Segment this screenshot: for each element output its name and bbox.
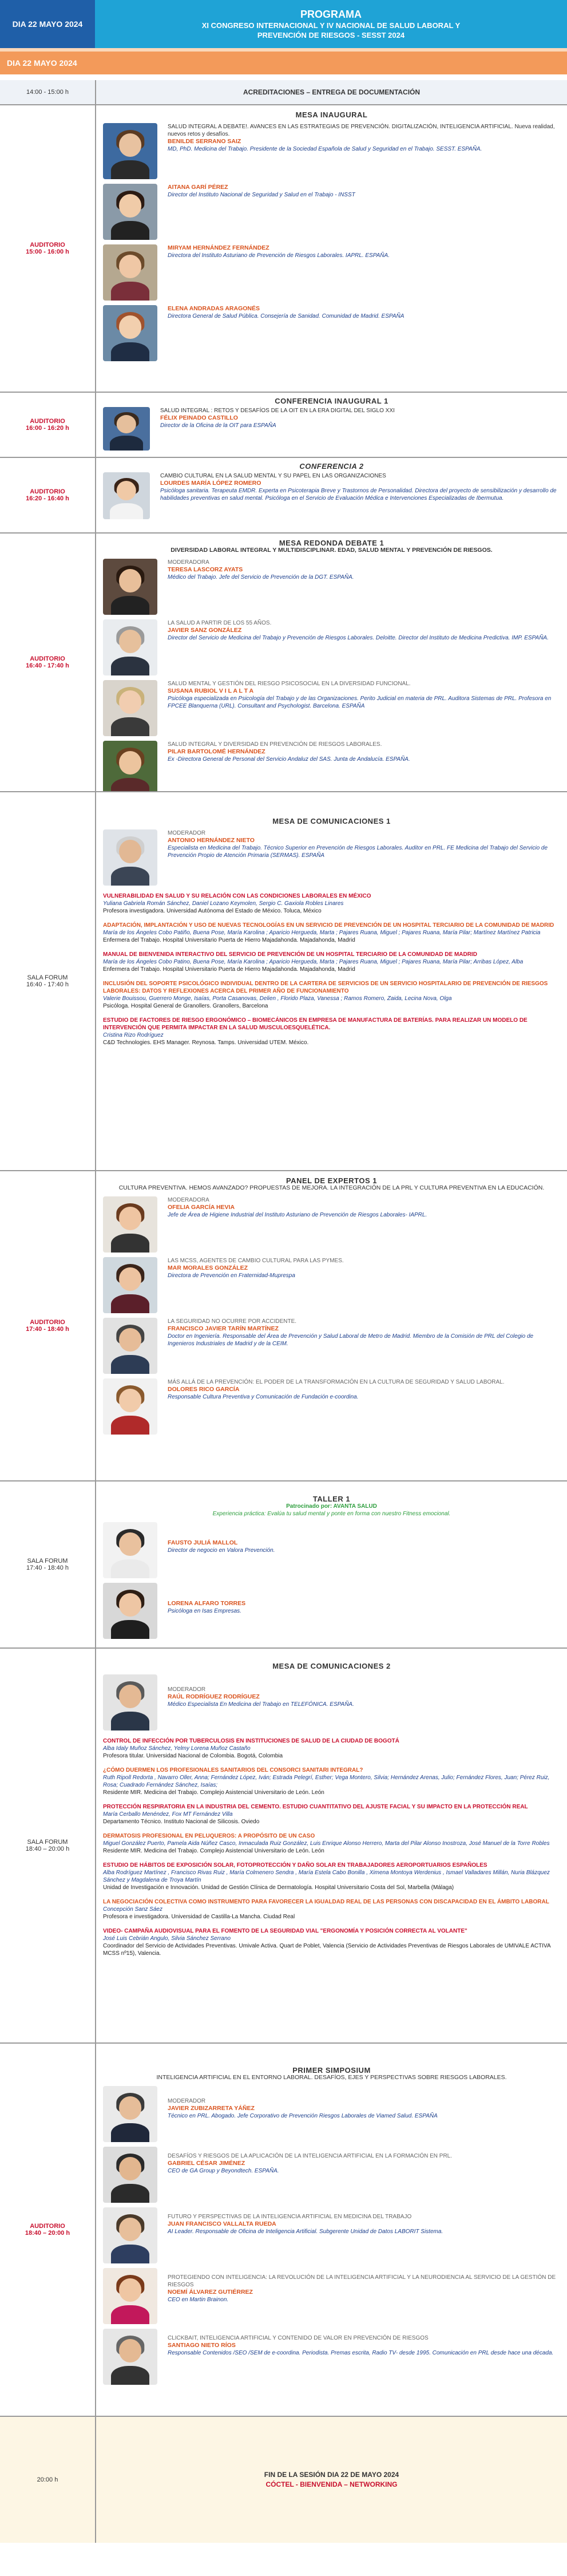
speaker-photo	[103, 1196, 157, 1253]
communication-title: INCLUSIÓN DEL SOPORTE PSICOLÓGICO INDIVIDUAL DENTRO DE LA CARTERA DE SERVICIOS DE UN SERVICIO HOSPITALARIO DE PREVENCIÓN DE RIESGOS LABORALES: DATOS Y REFLEXIONES ACERCA DEL PRIMER AÑO DE FUNCIONAMIENTO	[103, 981, 548, 994]
speaker-name: LORENA ALFARO TORRES	[168, 1600, 246, 1607]
session-title: PANEL DE EXPERTOS 1	[286, 1176, 378, 1185]
speaker-name: JAVIER SANZ GONZÁLEZ	[168, 627, 242, 634]
speaker-desc: Director de la Oficina de la OIT para ESPAÑA	[160, 422, 276, 429]
room-name: AUDITORIO	[30, 242, 65, 248]
header-subtitle-1: XI CONGRESO INTERNACIONAL Y IV NACIONAL DE SALUD LABORAL Y	[201, 21, 461, 30]
session-title: PRIMER SIMPOSIUM	[292, 2066, 371, 2075]
speaker-desc: Responsable Contenidos /SEO /SEM de e-coordina. Periodista. Premas escrita, Radio TV- desde 1995. Comunicación en PRL desde hace una década.	[168, 2350, 554, 2356]
communication-title: VIDEO- CAMPAÑA AUDIOVISUAL PARA EL FOMENTO DE LA SEGURIDAD VIAL "ERGONOMÍA Y POSICIÓN CORRECTA AL VOLANTE"	[103, 1928, 467, 1934]
speaker-topic: MODERADOR	[168, 2098, 206, 2104]
speaker-photo	[103, 2147, 157, 2203]
speaker-photo	[103, 1522, 157, 1578]
communication-title: ADAPTACIÓN, IMPLANTACIÓN Y USO DE NUEVAS TECNOLOGÍAS EN UN SERVICIO DE PREVENCIÓN DE UN HOSPITAL TERCIARIO DE LA COMUNIDAD DE MADRID	[103, 922, 554, 929]
communication-item	[103, 1832, 560, 1855]
speaker-topic: CAMBIO CULTURAL EN LA SALUD MENTAL Y SU PAPEL EN LAS ORGANIZACIONES	[160, 473, 386, 479]
speaker-topic: LA SEGURIDAD NO OCURRE POR ACCIDENTE.	[168, 1318, 297, 1325]
communication-title: LA NEGOCIACIÓN COLECTIVA COMO INSTRUMENTO PARA FAVORECER LA IGUALDAD REAL DE LAS PERSONAS CON DISCAPACIDAD EN EL ÁMBITO LABORAL	[103, 1899, 549, 1905]
communication-institution: Profesora investigadora. Universidad Autónoma del Estado de México. Toluca, México	[103, 908, 322, 914]
speaker-name: SUSANA RUBIOL V I L A L T A	[168, 688, 254, 694]
communication-authors: Alba Rodríguez Martínez , Francisco Rivas Ruiz , María Colmenero Sendra , María Estela Cabo Bonilla , Ximena Montoya Werdenius , Ismael Valladares Millán, Nuria Blázquez Sánchez y Magdalena de Troya Martín	[103, 1870, 550, 1883]
communication-item	[103, 1017, 560, 1046]
speaker-name: FÉLIX PEINADO CASTILLO	[160, 414, 238, 421]
session-time: 18:40 – 20:00 h	[25, 2230, 70, 2237]
speaker-photo	[103, 407, 150, 451]
communication-item	[103, 1927, 560, 1957]
acred-label: ACREDITACIONES – ENTREGA DE DOCUMENTACIÓN	[95, 80, 567, 104]
session-time: 16:20 - 16:40 h	[26, 495, 69, 502]
speaker-photo	[103, 184, 157, 240]
row-acreditaciones	[0, 80, 567, 105]
speaker-name: ANTONIO HERNÁNDEZ NIETO	[168, 837, 255, 844]
speaker-name: BENILDE SERRANO SAIZ	[168, 138, 241, 145]
speaker-name: FRANCISCO JAVIER TARÍN MARTÍNEZ	[168, 1325, 279, 1332]
speaker-name: ELENA ANDRADAS ARAGONÉS	[168, 305, 260, 312]
communication-authors: Cristina Rizo Rodríguez	[103, 1032, 164, 1038]
speaker	[103, 2147, 560, 2203]
speaker-photo	[103, 1318, 157, 1374]
speaker-photo	[103, 680, 157, 736]
communication-title: MANUAL DE BIENVENIDA INTERACTIVO DEL SERVICIO DE PREVENCIÓN DE UN HOSPITAL TERCIARIO DE LA COMUNIDAD DE MADRID	[103, 951, 477, 958]
speaker	[103, 619, 560, 675]
session-content	[95, 105, 567, 392]
communication-authors: Ruth Ripoll Redorta , Navarro Oller, Anna; Fernández López, Iván; Estrada Pelegrí, Esther; Vega Montero, Silvia; Hernández Arenas, Julio; Fernández Flores, Juan; Pérez Ruiz, Rosa; Cuadrado Fernández Sánchez, Isaías;	[103, 1775, 550, 1788]
communication-institution: Residente MIR. Medicina del Trabajo. Complejo Asistencial Universitario de León. León	[103, 1848, 324, 1854]
speaker-desc: Directora General de Salud Pública. Consejería de Sanidad. Comunidad de Madrid. ESPAÑA	[168, 313, 405, 319]
communication-title: CONTROL DE INFECCIÓN POR TUBERCULOSIS EN INSTITUCIONES DE SALUD DE LA CIUDAD DE BOGOTÁ	[103, 1738, 399, 1744]
communication-title: ESTUDIO DE FACTORES DE RIESGO ERGONÓMICO – BIOMECÁNICOS EN EMPRESA DE MANUFACTURA DE BATERÍAS. PARA REALIZAR UN MODELO DE INTERVENCIÓN QUE PERMITA IMPACTAR EN LA SALUD MUSCULOESQUELÉTICA.	[103, 1017, 528, 1031]
session-content	[95, 792, 567, 1170]
communication-authors: Alba Idaly Muñoz Sánchez, Yelmy Lorena Muñoz Castaño	[103, 1745, 251, 1752]
speaker-photo	[103, 244, 157, 301]
speaker-desc: Directora del Instituto Asturiano de Prevención de Riesgos Laborales. IAPRL. ESPAÑA.	[168, 252, 390, 259]
communication-authors: Valerie Bouissou, Guerrero Monge, Isaías, Porta Casanovas, Delien , Florido Plaza, Vanessa ; Ramos Romero, Zaida, Lecina Nova, Olga	[103, 995, 452, 1002]
session-time: 16:40 - 17:40 h	[26, 662, 69, 669]
communication-institution: Psicóloga. Hospital General de Granollers. Granollers, Barcelona	[103, 1003, 268, 1009]
speaker-desc: CEO de GA Group y Beyondtech. ESPAÑA.	[168, 2168, 279, 2174]
speaker	[103, 244, 560, 301]
speaker-name: FAUSTO JULIÁ MALLOL	[168, 1539, 238, 1546]
speaker-desc: MD, PhD. Medicina del Trabajo. Presidente de la Sociedad Española de Salud y Seguridad en el Trabajo. SESST. ESPAÑA.	[168, 146, 482, 152]
speaker-desc: Psicóloga especializada en Psicología del Trabajo y de las Organizaciones. Perito Judicial en materia de PRL. Auditora Sistemas de PRL. Profesora en FPCEE Blanquerna (URL). Consultant and Psychologist. Barcelona. ESPAÑA	[168, 696, 552, 709]
speaker-topic: DESAFÍOS Y RIESGOS DE LA APLICACIÓN DE LA INTELIGENCIA ARTIFICIAL EN LA FORMACIÓN EN PRL.	[168, 2153, 453, 2159]
sponsor-subtitle: Experiencia práctica: Evalúa tu salud mental y ponte en forma con nuestro Fitness emocional.	[212, 1511, 451, 1517]
communication-authors: Yuliana Gabriela Román Sánchez, Daniel Lozano Keymolen, Sergio C. Gaxiola Robles Linares	[103, 900, 344, 907]
speaker-name: JUAN FRANCISCO VALLALTA RUEDA	[168, 2221, 276, 2227]
communication-title: ¿CÓMO DUERMEN LOS PROFESIONALES SANITARIOS DEL CONSORCI SANITARI INTEGRAL?	[103, 1767, 363, 1773]
row-mesa-inaugural	[0, 105, 567, 393]
speaker-name: LOURDES MARÍA LÓPEZ ROMERO	[160, 480, 261, 487]
session-label	[0, 2044, 95, 2416]
speaker-desc: Director del Instituto Nacional de Seguridad y Salud en el Trabajo - INSST	[168, 192, 355, 198]
header-date: DIA 22 MAYO 2024	[0, 0, 95, 48]
speaker-desc: Ex -Directora General de Personal del Servicio Andaluz del SAS. Junta de Andalucía. ESPAÑA.	[168, 756, 410, 762]
communication-item	[103, 1862, 560, 1891]
speaker	[103, 1378, 560, 1435]
speaker	[103, 1318, 560, 1374]
speaker-desc: Especialista en Medicina del Trabajo. Técnico Superior en Prevención de Riesgos Laborales. Auditor en PRL. FE Medicina del Trabajo del Servicio de Prevención Propio de Atención Primaria (SERMAS). ESPAÑA	[168, 845, 548, 859]
moderator-label: MODERADOR	[168, 1686, 206, 1693]
communication-item	[103, 1898, 560, 1921]
communication-institution: Profesora e investigadora. Universidad de Castilla-La Mancha. Ciudad Real	[103, 1914, 295, 1920]
room-name: AUDITORIO	[30, 418, 65, 425]
speaker-topic: SALUD MENTAL Y GESTIÓN DEL RIESGO PSICOSOCIAL EN LA DIVERSIDAD FUNCIONAL.	[168, 681, 411, 687]
speaker-photo	[103, 123, 157, 179]
communication-item	[103, 892, 560, 915]
session-title: MESA DE COMUNICACIONES 2	[272, 1662, 391, 1670]
room-name: AUDITORIO	[30, 2223, 65, 2230]
communication-item	[103, 1767, 560, 1796]
session-label	[0, 458, 95, 532]
header-subtitle-2: PREVENCIÓN DE RIESGOS - SESST 2024	[257, 30, 405, 39]
speaker-photo	[103, 619, 157, 675]
speaker-name: NOEMÍ ÁLVAREZ GUTIÉRREZ	[168, 2289, 253, 2296]
communication-authors: Miguel González Puerto, Pamela Aida Núñez Casco, Inmaculada Ruiz González, Luis Enrique Alonso Herrero, Marta del Pilar Alonso Inostroza, José Manuel de la Torre Robles	[103, 1840, 550, 1847]
speaker-name: PILAR BARTOLOMÉ HERNÁNDEZ	[168, 748, 265, 755]
room-name: SALA FORUM	[27, 1839, 68, 1846]
session-content	[95, 534, 567, 791]
communication-institution: Departamento Técnico. Instituto Nacional de Silicosis. Oviedo	[103, 1819, 260, 1825]
speaker	[103, 741, 560, 791]
speaker-name: OFELIA GARCÍA HEVIA	[168, 1204, 235, 1211]
room-name: AUDITORIO	[30, 1319, 65, 1326]
speaker-topic: LAS MCSS, AGENTES DE CAMBIO CULTURAL PARA LAS PYMES.	[168, 1258, 344, 1264]
speaker-topic: CLICKBAIT, INTELIGENCIA ARTIFICIAL Y CONTENIDO DE VALOR EN PREVENCIÓN DE RIESGOS	[168, 2335, 429, 2341]
speaker-name: TERESA LASCORZ AYATS	[168, 566, 243, 573]
speaker-name: RAÚL RODRÍGUEZ RODRÍGUEZ	[168, 1693, 260, 1700]
session-title: MESA DE COMUNICACIONES 1	[272, 817, 391, 825]
communication-institution: Enfermera del Trabajo. Hospital Universitario Puerta de Hierro Majadahonda. Majadahonda, Madrid	[103, 966, 355, 973]
header-title-block	[95, 0, 567, 48]
speaker-topic: LA SALUD A PARTIR DE LOS 55 AÑOS.	[168, 620, 272, 626]
communication-institution: Enfermera del Trabajo. Hospital Universitario Puerta de Hierro Majadahonda. Majadahonda, Madrid	[103, 937, 355, 943]
speaker-photo	[103, 559, 157, 615]
session-label	[0, 105, 95, 392]
communication-item	[103, 980, 560, 1010]
speaker-desc: Director del Servicio de Medicina del Trabajo y Prevención de Riesgos Laborales. Deloitte. Director del Instituto de Medicina Predictiva. IMP. ESPAÑA.	[168, 635, 549, 641]
session-time: 15:00 - 16:00 h	[26, 248, 69, 255]
communication-authors: Concepción Sanz Sáez	[103, 1906, 162, 1913]
acred-time: 14:00 - 15:00 h	[26, 89, 69, 96]
program-header	[0, 0, 567, 48]
speaker-photo	[103, 2207, 157, 2263]
communication-institution: C&D Technologies. EHS Manager. Reynosa. Tamps. Universidad UTEM. México.	[103, 1040, 309, 1046]
session-title: TALLER 1	[312, 1495, 351, 1503]
closing-line-1: FIN DE LA SESIÓN DIA 22 DE MAYO 2024	[264, 2471, 399, 2479]
communication-institution: Unidad de Investigación e Innovación. Unidad de Gestión Clínica de Dermatología. Hospital Universitario Costa del Sol, Marbella (Málaga)	[103, 1884, 454, 1891]
speaker	[103, 1583, 560, 1639]
communication-institution: Coordinador del Servicio de Actividades Preventivas. Umivale Activa. Quart de Poblet, Valencia (Servicio de Actividades Preventivas de Riesgos Laborales de UMIVALE ACTIVA MCSS nº15), Valencia.	[103, 1943, 551, 1957]
session-content	[95, 393, 567, 457]
speaker	[103, 2329, 560, 2385]
header-title: PROGRAMA	[300, 8, 362, 20]
speaker-desc: Técnico en PRL. Abogado. Jefe Corporativo de Prevención Riesgos Laborales de Viamed Salud. ESPAÑA	[168, 2113, 438, 2119]
speaker	[103, 305, 560, 361]
session-label	[0, 792, 95, 1170]
speaker-topic: SALUD INTEGRAL A DEBATE!. AVANCES EN LAS ESTRATEGIAS DE PREVENCIÓN. DIGITALIZACIÓN, INTELIGENCIA ARTIFICIAL. Nueva realidad, nuevos retos y desafíos.	[168, 124, 555, 137]
row-conferencia-2	[0, 458, 567, 534]
session-title: MESA REDONDA DEBATE 1	[279, 539, 384, 547]
row-mesa-comunicaciones-2	[0, 1649, 567, 2044]
row-mesa-redonda	[0, 534, 567, 792]
speaker-photo	[103, 829, 157, 886]
session-label	[0, 1171, 95, 1480]
speaker-name: DOLORES RICO GARCÍA	[168, 1386, 240, 1393]
session-content	[95, 2044, 567, 2416]
speaker-topic: FUTURO Y PERSPECTIVAS DE LA INTELIGENCIA ARTIFICIAL EN MEDICINA DEL TRABAJO	[168, 2214, 412, 2220]
session-time: 16:00 - 16:20 h	[26, 425, 69, 432]
speaker-desc: CEO en Martin Brainon.	[168, 2297, 229, 2303]
speaker	[103, 1522, 560, 1578]
speaker-desc: Doctor en Ingeniería. Responsable del Área de Prevención y Salud Laboral de Metro de Madrid. Miembro de la Comisión de PRL del Colegio de Ingenieros Industriales de Madrid y de la CEIM.	[168, 1333, 534, 1347]
speaker-topic: SALUD INTEGRAL Y DIVERSIDAD EN PREVENCIÓN DE RIESGOS LABORALES.	[168, 741, 382, 748]
speaker	[103, 184, 560, 240]
speaker-photo	[103, 305, 157, 361]
session-content	[95, 1171, 567, 1480]
session-time: 16:40 - 17:40 h	[26, 981, 69, 988]
speaker-photo	[103, 472, 150, 519]
sponsor-label: Patrocinado por: AVANTA SALUD	[286, 1503, 377, 1510]
communication-title: DERMATOSIS PROFESIONAL EN PELUQUEROS: A PROPÓSITO DE UN CASO	[103, 1833, 315, 1839]
speaker-name: JAVIER ZUBIZARRETA YÁÑEZ	[168, 2105, 255, 2112]
communication-authors: María Cerballo Menéndez, Fox MT Fernández Villa	[103, 1811, 233, 1818]
session-label	[0, 1481, 95, 1647]
speaker-topic: MODERADORA	[168, 559, 209, 566]
session-subtitle: INTELIGENCIA ARTIFICIAL EN EL ENTORNO LABORAL. DESAFÍOS, EJES Y PERSPECTIVAS SOBRE RIESGOS LABORALES.	[156, 2074, 507, 2081]
session-title: CONFERENCIA 2	[299, 462, 364, 471]
session-subtitle: CULTURA PREVENTIVA. HEMOS AVANZADO? PROPUESTAS DE MEJORA. LA INTEGRACIÓN DE LA PRL Y CULTURA PREVENTIVA EN LA EDUCACIÓN.	[118, 1184, 545, 1191]
closing-content	[95, 2417, 567, 2543]
room-name: SALA FORUM	[27, 974, 68, 981]
speaker-name: MAR MORALES GONZÁLEZ	[168, 1265, 248, 1271]
speaker	[103, 472, 560, 519]
speaker-photo	[103, 741, 157, 791]
speaker-desc: Jefe de Área de Higiene Industrial del Instituto Asturiano de Prevención de Riesgos Laborales- IAPRL.	[168, 1212, 427, 1218]
row-mesa-comunicaciones-1	[0, 792, 567, 1171]
speaker-desc: Directora de Prevención en Fraternidad-Muprespa	[168, 1273, 295, 1279]
speaker	[103, 2086, 560, 2142]
communication-authors: María de los Ángeles Cobo Patino, Buena Pose, María Karolina ; Aparicio Hergueda, Marta ; Pajares Ruana, Miguel ; Pajares Ruana, María Pilar; Arribas López, Alba	[103, 959, 524, 965]
speaker-desc: AI Leader. Responsable de Oficina de Inteligencia Artificial. Subgerente Unidad de Datos LABORIT Sistema.	[168, 2229, 443, 2235]
communication-title: ESTUDIO DE HÁBITOS DE EXPOSICIÓN SOLAR, FOTOPROTECCIÓN Y DAÑO SOLAR EN TRABAJADORES AEROPORTUARIOS ESPAÑOLES	[103, 1862, 487, 1868]
communication-institution: Profesora titular. Universidad Nacional de Colombia. Bogotá, Colombia	[103, 1753, 283, 1759]
session-label	[0, 393, 95, 457]
speaker	[103, 1257, 560, 1313]
speaker-desc: Psicóloga sanitaria. Terapeuta EMDR. Experta en Psicoterapia Breve y Trastornos de Personalidad. Directora del proyecto de sensibilización y desarrollo de habilidades preventivas en salud mental. Psicóloga en el Servicio de Evaluación Médica e Intervenciones Especializadas de Ibermutua.	[160, 488, 557, 501]
row-closing	[0, 2417, 567, 2543]
row-simposium	[0, 2044, 567, 2417]
speaker	[103, 2268, 560, 2324]
communication-item	[103, 1803, 560, 1826]
session-time: 17:40 - 18:40 h	[26, 1326, 69, 1333]
speaker-photo	[103, 1674, 157, 1730]
speaker-photo	[103, 2329, 157, 2385]
speaker-topic: MODERADORA	[168, 1197, 209, 1203]
closing-time: 20:00 h	[37, 2476, 58, 2483]
communication-item	[103, 951, 560, 973]
speaker	[103, 2207, 560, 2263]
speaker-photo	[103, 1583, 157, 1639]
session-time: 17:40 - 18:40 h	[26, 1564, 69, 1571]
speaker-desc: Médico Especialista En Medicina del Trabajo en TELEFÓNICA. ESPAÑA.	[168, 1701, 354, 1708]
communication-item	[103, 922, 560, 944]
speaker-desc: Médico del Trabajo. Jefe del Servicio de Prevención de la DGT. ESPAÑA.	[168, 574, 354, 580]
speaker-photo	[103, 1257, 157, 1313]
speaker-topic: SALUD INTEGRAL : RETOS Y DESAFÍOS DE LA OIT EN LA ERA DIGITAL DEL SIGLO XXI	[160, 408, 395, 414]
session-label	[0, 534, 95, 791]
speaker-topic: MÁS ALLÁ DE LA PREVENCIÓN: EL PODER DE LA TRANSFORMACIÓN EN LA CULTURA DE SEGURIDAD Y SALUD LABORAL.	[168, 1379, 505, 1385]
session-content	[95, 458, 567, 532]
speaker	[103, 680, 560, 736]
speaker-name: MIRYAM HERNÁNDEZ FERNÁNDEZ	[168, 244, 269, 251]
room-name: AUDITORIO	[30, 488, 65, 495]
speaker-desc: Director de negocio en Valora Prevención.	[168, 1547, 275, 1554]
communication-item	[103, 1737, 560, 1760]
row-conferencia-1	[0, 393, 567, 458]
communication-title: PROTECCIÓN RESPIRATORIA EN LA INDUSTRIA DEL CEMENTO. ESTUDIO CUANTITATIVO DEL AJUSTE FACIAL Y SU IMPACTO EN LA PROTECCIÓN REAL	[103, 1804, 528, 1810]
communication-title: VULNERABILIDAD EN SALUD Y SU RELACIÓN CON LAS CONDICIONES LABORALES EN MÉXICO	[103, 893, 371, 899]
session-title: CONFERENCIA INAUGURAL 1	[275, 397, 388, 405]
session-content	[95, 1481, 567, 1647]
communication-authors: María de los Ángeles Cobo Patiño, Buena Pose, María Karolina ; Aparicio Hergueda, Marta ; Pajares Ruana, Miguel ; Pajares Ruana, María Pilar; Martínez Martínez Patricia	[103, 930, 541, 936]
speaker-photo	[103, 2268, 157, 2324]
speaker-desc: Responsable Cultura Preventiva y Comunicación de Fundación e-coordina.	[168, 1394, 359, 1400]
communication-institution: Residente MIR. Medicina del Trabajo. Complejo Asistencial Universitario de León. León	[103, 1789, 324, 1796]
session-subtitle: DIVERSIDAD LABORAL INTEGRAL Y MULTIDISCIPLINAR. EDAD, SALUD MENTAL Y PREVENCIÓN DE RIESGOS.	[171, 547, 493, 554]
room-name: AUDITORIO	[30, 655, 65, 662]
row-taller-1	[0, 1481, 567, 1649]
speaker-desc: Psicóloga en Isas Empresas.	[168, 1608, 241, 1614]
closing-line-2: CÓCTEL - BIENVENIDA – NETWORKING	[265, 2480, 398, 2488]
session-content	[95, 1649, 567, 2042]
row-panel-expertos	[0, 1171, 567, 1481]
speaker-topic: PROTEGIENDO CON INTELIGENCIA: LA REVOLUCIÓN DE LA INTELIGENCIA ARTIFICIAL Y LA NEURODIENCIA AL SERVICIO DE LA GESTIÓN DE RIESGOS	[168, 2274, 556, 2288]
room-name: SALA FORUM	[27, 1558, 68, 1564]
speaker-name: AITANA GARÍ PÉREZ	[168, 184, 228, 191]
communication-authors: José Luis Cebrián Angulo, Silvia Sánchez Serrano	[103, 1935, 231, 1942]
speaker	[103, 407, 560, 451]
session-label	[0, 1649, 95, 2042]
speaker	[103, 123, 560, 179]
moderator	[103, 1674, 560, 1730]
session-title: MESA INAUGURAL	[295, 110, 368, 119]
session-time: 18:40 – 20:00 h	[25, 1846, 70, 1852]
speaker-photo	[103, 2086, 157, 2142]
day-bar: DIA 22 MAYO 2024	[0, 48, 567, 74]
speaker	[103, 559, 560, 615]
speaker-name: SANTIAGO NIETO RÍOS	[168, 2342, 236, 2349]
speaker	[103, 1196, 560, 1253]
moderator-label: MODERADOR	[168, 830, 206, 836]
moderator	[103, 829, 560, 886]
speaker-photo	[103, 1378, 157, 1435]
speaker-name: GABRIEL CÉSAR JIMÉNEZ	[168, 2160, 245, 2167]
